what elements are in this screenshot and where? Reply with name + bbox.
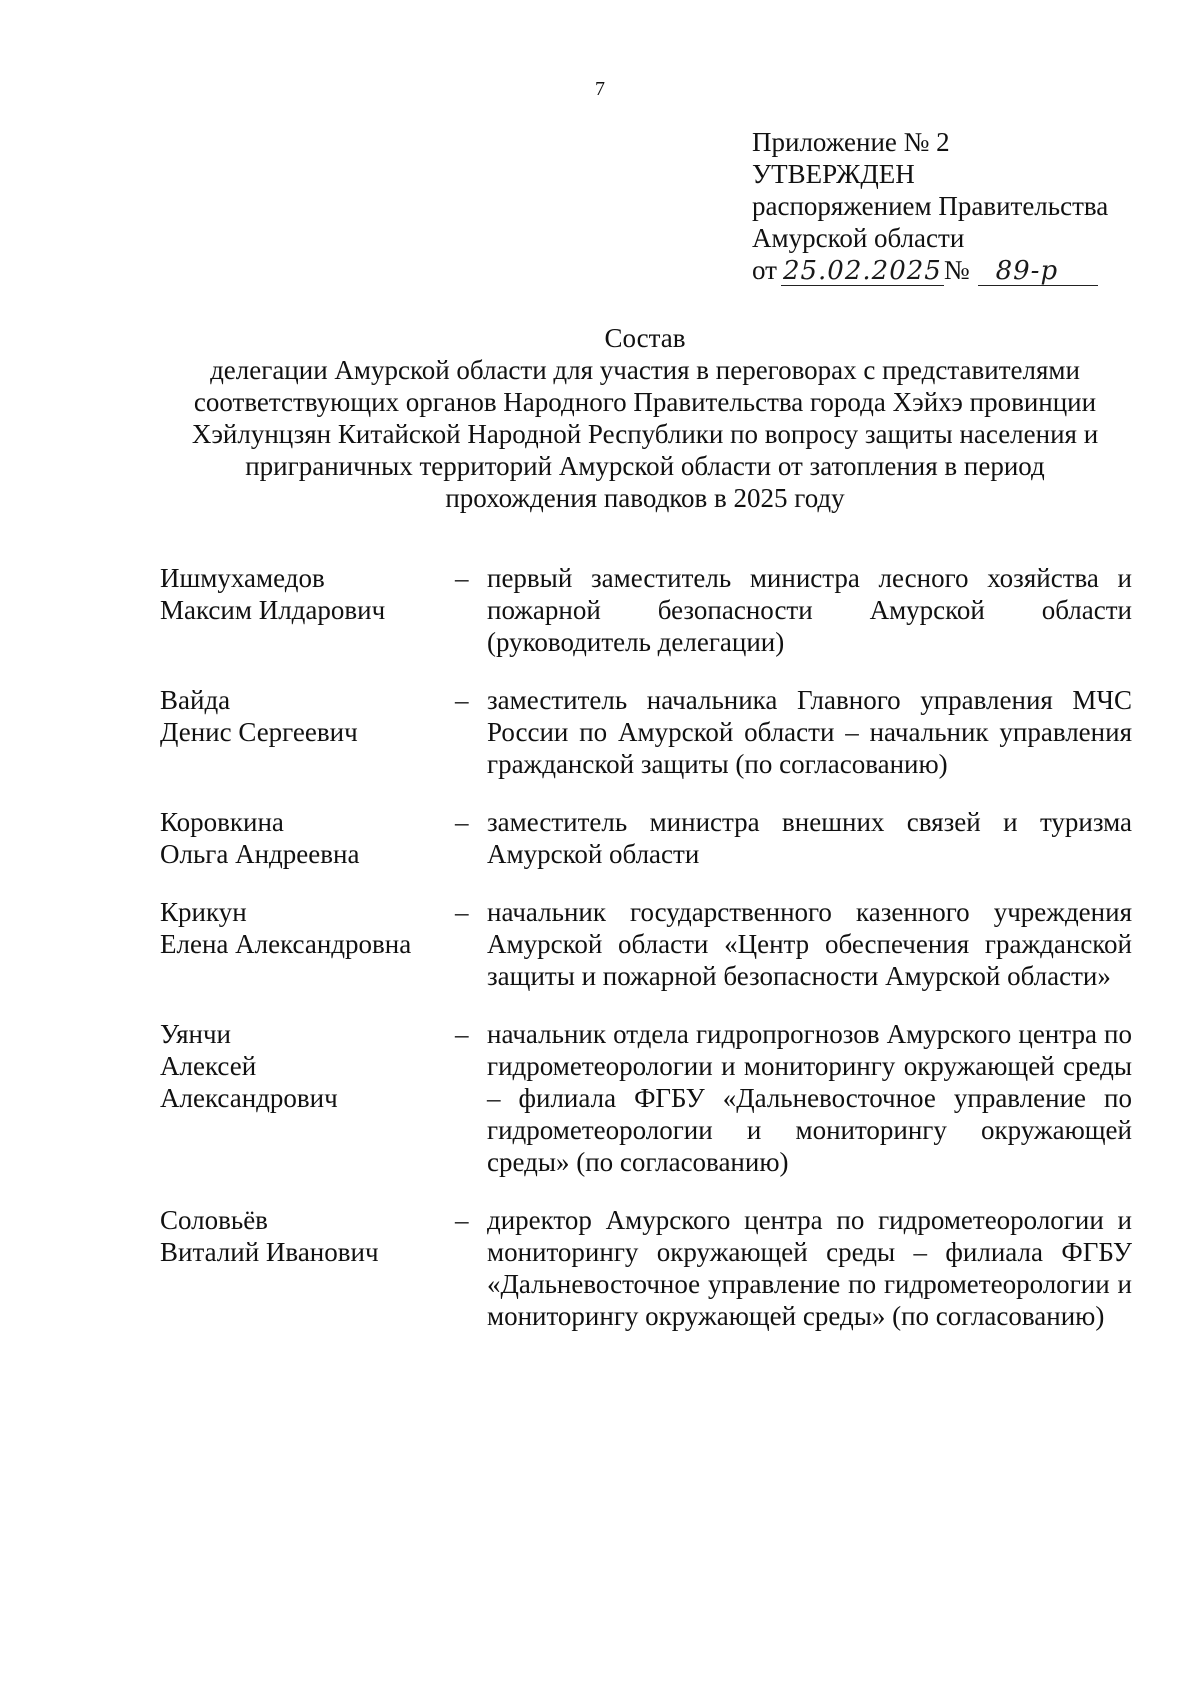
member-row — [160, 896, 1140, 992]
handwritten-date: 25.02.2025 — [782, 256, 942, 286]
document-title — [150, 322, 1140, 514]
member-role: начальник государственного казенного учреждения Амурской области «Центр обеспечения гражданской защиты и пожарной безопасности Амурской области» — [487, 897, 1132, 991]
member-surname: Вайда — [160, 685, 231, 715]
member-surname: Коровкина — [160, 807, 284, 837]
handwritten-number: 89-р — [978, 257, 1099, 286]
approval-block — [752, 126, 1172, 286]
member-given-name: Алексей — [160, 1051, 257, 1081]
title-heading: Состав — [604, 323, 686, 353]
member-name — [160, 684, 455, 780]
member-role: заместитель начальника Главного управления МЧС России по Амурской области – начальник управления гражданской защиты (по согласованию) — [487, 685, 1132, 779]
member-dash: – — [455, 1205, 469, 1235]
member-dash: – — [455, 685, 469, 715]
member-name — [160, 1018, 455, 1178]
region-label: Амурской области — [752, 223, 965, 253]
title-line: делегации Амурской области для участия в переговорах с представителями — [210, 355, 1080, 385]
member-name — [160, 1204, 455, 1332]
member-dash: – — [455, 563, 469, 593]
order-date-line — [752, 254, 1172, 286]
member-given-name: Максим Илдарович — [160, 595, 386, 625]
member-name — [160, 806, 455, 870]
member-name — [160, 896, 455, 992]
member-surname: Крикун — [160, 897, 247, 927]
member-row — [160, 1018, 1140, 1178]
member-given-name: Ольга Андреевна — [160, 839, 360, 869]
title-line: Хэйлунцзян Китайской Народной Республики по вопросу защиты населения и — [191, 419, 1099, 449]
members-list — [160, 562, 1140, 1358]
title-line: соответствующих органов Народного Правительства города Хэйхэ провинции — [193, 387, 1097, 417]
member-given-name: Виталий Иванович — [160, 1237, 379, 1267]
member-role: начальник отдела гидропрогнозов Амурского центра по гидрометеорологии и мониторингу окружающей среды – филиала ФГБУ «Дальневосточное управление по гидрометеорологии и мониторингу окружающей среды» (по согласованию) — [487, 1019, 1132, 1177]
order-label: распоряжением Правительства — [752, 191, 1109, 221]
member-given-name: Елена Александровна — [160, 929, 412, 959]
member-given-name: Денис Сергеевич — [160, 717, 358, 747]
member-row — [160, 562, 1140, 658]
member-patronymic: Александрович — [160, 1083, 338, 1113]
member-role: первый заместитель министра лесного хозяйства и пожарной безопасности Амурской области (руководитель делегации) — [487, 563, 1132, 657]
member-dash: – — [455, 897, 469, 927]
member-row — [160, 1204, 1140, 1332]
member-row — [160, 684, 1140, 780]
number-sign: № — [943, 255, 970, 285]
appendix-label: Приложение № 2 — [752, 127, 950, 157]
member-dash: – — [455, 1019, 469, 1049]
member-role: заместитель министра внешних связей и туризма Амурской области — [487, 807, 1132, 869]
page-number: 7 — [595, 78, 605, 100]
title-line: прохождения паводков в 2025 году — [445, 483, 845, 513]
member-role: директор Амурского центра по гидрометеорологии и мониторингу окружающей среды – филиала ФГБУ «Дальневосточное управление по гидрометеорологии и мониторингу окружающей среды» (по согласованию) — [487, 1205, 1132, 1331]
member-surname: Уянчи — [160, 1019, 231, 1049]
member-row — [160, 806, 1140, 870]
approved-label: УТВЕРЖДЕН — [752, 159, 915, 189]
member-surname: Ишмухамедов — [160, 563, 325, 593]
member-dash: – — [455, 807, 469, 837]
member-surname: Соловьёв — [160, 1205, 268, 1235]
date-prefix: от — [752, 255, 777, 285]
member-name — [160, 562, 455, 658]
title-line: приграничных территорий Амурской области от затопления в период — [245, 451, 1045, 481]
